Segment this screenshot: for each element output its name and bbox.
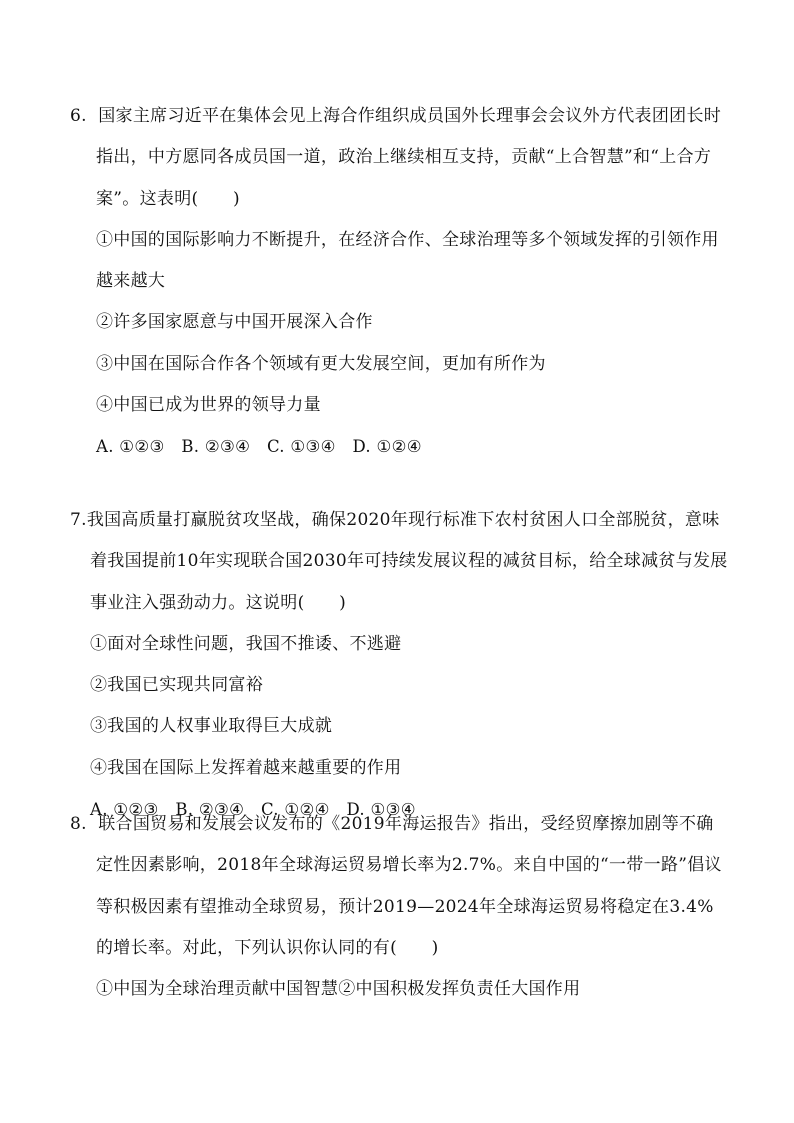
question-stem bbox=[70, 96, 730, 220]
option-2: ②许多国家愿意与中国开展深入合作 bbox=[96, 312, 373, 333]
question-number: 6. bbox=[70, 106, 87, 126]
option-1: ①中国的国际影响力不断提升，在经济合作、全球治理等多个领域发挥的引领作用越来越大 bbox=[96, 229, 719, 292]
question-text: 我国高质量打赢脱贫攻坚战，确保2020年现行标准下农村贫困人口全部脱贫，意味着我国提前10年实现联合国2030年可持续发展议程的减贫目标，给全球减贫与发展事业注入强劲动力。这说明( ) bbox=[86, 510, 728, 613]
question-number: 7. bbox=[70, 510, 87, 530]
question-stem bbox=[70, 500, 730, 624]
option-2: ②我国已实现共同富裕 bbox=[90, 675, 263, 696]
answer-choices: A. ①②③ B. ②③④ C. ①②④ D. ①③④ bbox=[90, 800, 416, 820]
option-3: ③我国的人权事业取得巨大成就 bbox=[90, 716, 333, 737]
question-number: 8. bbox=[70, 814, 87, 834]
question-text: 联合国贸易和发展会议发布的《2019年海运报告》指出，受经贸摩擦加剧等不确定性因素影响，2018年全球海运贸易增长率为2.7%。来自中国的“一带一路”倡议等积极因素有望推动全球贸易，预计2019—2024年全球海运贸易将稳定在3.4%的增长率。对此，下列认识你认同的有( ) bbox=[96, 814, 722, 958]
question-7 bbox=[70, 500, 730, 830]
question-stem bbox=[70, 804, 730, 969]
option-4: ④中国已成为世界的领导力量 bbox=[96, 395, 321, 416]
option-1: ①面对全球性问题，我国不推诿、不逃避 bbox=[90, 633, 402, 654]
option-1-2: ①中国为全球治理贡献中国智慧②中国积极发挥负责任大国作用 bbox=[96, 979, 581, 1000]
option-4: ④我国在国际上发挥着越来越重要的作用 bbox=[90, 757, 402, 778]
answer-choices: A. ①②③ B. ②③④ C. ①③④ D. ①②④ bbox=[96, 437, 422, 457]
question-text: 国家主席习近平在集体会见上海合作组织成员国外长理事会会议外方代表团团长时指出，中方愿同各成员国一道，政治上继续相互支持，贡献“上合智慧”和“上合方案”。这表明( ) bbox=[96, 106, 722, 209]
question-6 bbox=[70, 96, 730, 468]
question-8 bbox=[70, 804, 730, 1010]
option-3: ③中国在国际合作各个领域有更大发展空间，更加有所作为 bbox=[96, 353, 546, 374]
